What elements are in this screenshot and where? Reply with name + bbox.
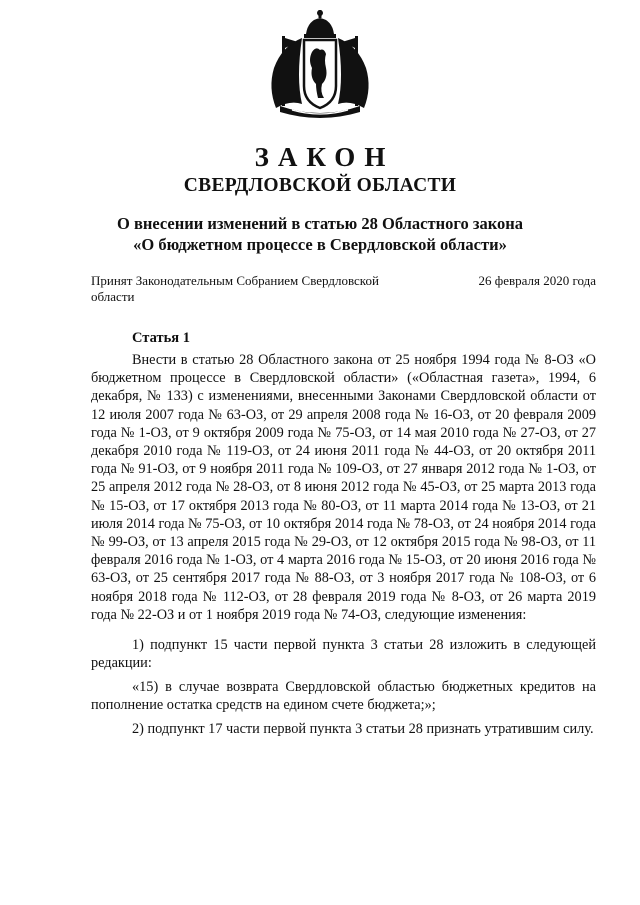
paragraph-item-1-text: «15) в случае возврата Свердловской областью бюджетных кредитов на пополнение остатка средств на едином счете бюджета;»;	[91, 679, 596, 714]
article-heading: Статья 1	[132, 330, 190, 346]
paragraph-main: Внести в статью 28 Областного закона от 25 ноября 1994 года № 8-ОЗ «О бюджетном процессе в Свердловской области» («Областная газета», 1994, 6 декабря, № 133) с изменениями, внесенными Законами Свердловской области от 12 июля 2007 года № 63-ОЗ, от 29 апреля 2008 года № 16-ОЗ, от 20 февраля 2009 года № 1-ОЗ, от 9 октября 2009 года № 75-ОЗ, от 14 мая 2010 года № 27-ОЗ, от 27 декабря 2010 года № 119-ОЗ, от 24 июня 2011 года № 44-ОЗ, от 20 октября 2011 года № 91-ОЗ, от 9 ноября 2011 года № 109-ОЗ, от 27 января 2012 года № 1-ОЗ, от 25 апреля 2012 года № 28-ОЗ, от 8 июня 2012 года № 45-ОЗ, от 25 марта 2013 года № 15-ОЗ, от 17 октября 2013 года № 80-ОЗ, от 11 марта 2014 года № 13-ОЗ, от 21 июля 2014 года № 75-ОЗ, от 10 октября 2014 года № 78-ОЗ, от 24 ноября 2014 года № 99-ОЗ, от 13 апреля 2015 года № 29-ОЗ, от 12 октября 2015 года № 98-ОЗ, от 11 февраля 2016 года № 1-ОЗ, от 4 марта 2016 года № 15-ОЗ, от 20 июня 2016 года № 63-ОЗ, от 25 сентября 2017 года № 88-ОЗ, от 3 ноября 2017 года № 108-ОЗ, от 6 ноября 2018 года № 112-ОЗ, от 28 февраля 2019 года № 8-ОЗ, от 26 марта 2019 года № 22-ОЗ и от 1 ноября 2019 года № 74-ОЗ, следующие изменения:	[91, 352, 596, 623]
paragraph-item-2: 2) подпункт 17 части первой пункта 3 статьи 28 признать утратившим силу.	[132, 721, 594, 737]
subject-line-1: О внесении изменений в статью 28 Областного закона	[116, 214, 523, 233]
adoption-date: 26 февраля 2020 года	[478, 273, 596, 288]
document-type-title: ЗАКОН	[254, 142, 395, 172]
adopted-by: Принят Законодательным Собранием Свердловской области	[91, 273, 379, 304]
paragraph-item-1: 1) подпункт 15 части первой пункта 3 статьи 28 изложить в следующей редакции:	[91, 637, 596, 672]
region-title: СВЕРДЛОВСКОЙ ОБЛАСТИ	[183, 175, 457, 196]
sverdlovsk-coat-of-arms-icon	[262, 8, 378, 122]
subject-line-2: «О бюджетном процессе в Свердловской области»	[133, 235, 507, 254]
